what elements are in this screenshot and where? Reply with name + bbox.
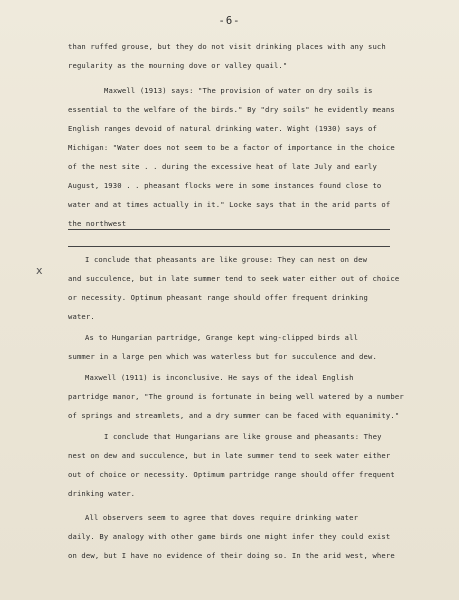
text-line: drinking water.	[68, 489, 136, 498]
text-line: As to Hungarian partridge, Grange kept wing-clipped birds all	[85, 333, 359, 342]
text-line: Maxwell (1913) says: "The provision of water on dry soils is	[104, 86, 373, 95]
text-line: Maxwell (1911) is inconclusive. He says of the ideal English	[85, 373, 354, 382]
text-line: out of choice or necessity. Optimum partridge range should offer frequent	[68, 470, 395, 479]
text-line: on dew, but I have no evidence of their doing so. In the arid west, where	[68, 551, 395, 560]
margin-mark: x	[36, 264, 43, 277]
text-line: regularity as the mourning dove or valley quail."	[68, 61, 288, 70]
text-line: All observers seem to agree that doves require drinking water	[85, 513, 359, 522]
text-line: daily. By analogy with other game birds one might infer they could exist	[68, 532, 391, 541]
text-line: essential to the welfare of the birds." By "dry soils" he evidently means	[68, 105, 395, 114]
text-line: and succulence, but in late summer tend to seek water either out of choice	[68, 274, 400, 283]
blank-fill-line	[68, 246, 390, 247]
text-line: August, 1930 . . pheasant flocks were in some instances found close to	[68, 181, 382, 190]
text-line: summer in a large pen which was waterless but for succulence and dew.	[68, 352, 377, 361]
text-line: partridge manor, "The ground is fortunate in being well watered by a number	[68, 392, 404, 401]
text-line: I conclude that pheasants are like grouse: They can nest on dew	[85, 255, 368, 264]
text-line: English ranges devoid of natural drinking water. Wight (1930) says of	[68, 124, 377, 133]
text-line: the northwest	[68, 219, 127, 228]
text-line: than ruffed grouse, but they do not visit drinking places with any such	[68, 42, 386, 51]
text-line: water.	[68, 312, 95, 321]
text-line: I conclude that Hungarians are like grouse and pheasants: They	[104, 432, 382, 441]
text-line: of the nest site . . during the excessive heat of late July and early	[68, 162, 377, 171]
text-line: of springs and streamlets, and a dry summer can be faced with equanimity."	[68, 411, 400, 420]
text-line: nest on dew and succulence, but in late summer tend to seek water either	[68, 451, 391, 460]
blank-fill-line	[68, 229, 390, 230]
page-number: -6-	[218, 15, 241, 27]
text-line: water and at times actually in it." Locke says that in the arid parts of	[68, 200, 391, 209]
text-line: Michigan: "Water does not seem to be a factor of importance in the choice	[68, 143, 395, 152]
text-line: or necessity. Optimum pheasant range should offer frequent drinking	[68, 293, 368, 302]
